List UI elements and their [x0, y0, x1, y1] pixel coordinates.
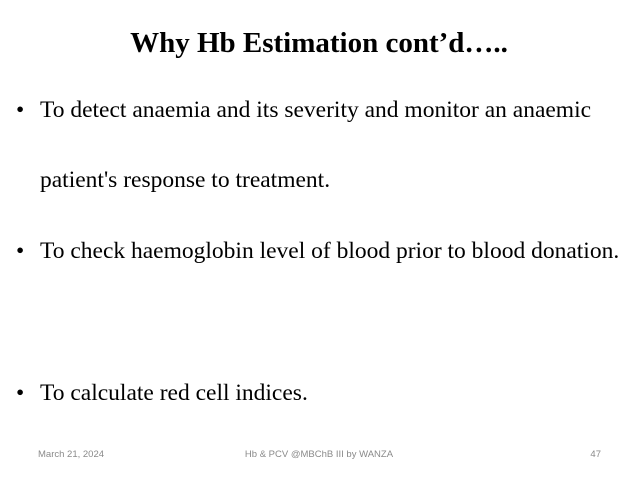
footer-date: March 21, 2024: [38, 449, 105, 460]
bullet-text: To check haemoglobin level of blood prior to blood donation.: [40, 238, 620, 264]
bullet-item: [16, 216, 626, 286]
bullet-item: [16, 358, 626, 428]
bullet-dot: •: [16, 97, 25, 123]
footer-center-text: Hb & PCV @MBChB III by WANZA: [244, 449, 394, 460]
bullet-dot: •: [16, 380, 25, 406]
bullet-text: To detect anaemia and its severity and monitor an anaemic patient's response to treatment.: [40, 97, 592, 193]
slide-title: Why Hb Estimation cont’d…..: [130, 27, 508, 59]
bullet-text: To calculate red cell indices.: [40, 380, 308, 406]
bullet-dot: •: [16, 238, 25, 264]
footer-page-number: 47: [590, 449, 601, 460]
bullet-item: [16, 75, 626, 215]
